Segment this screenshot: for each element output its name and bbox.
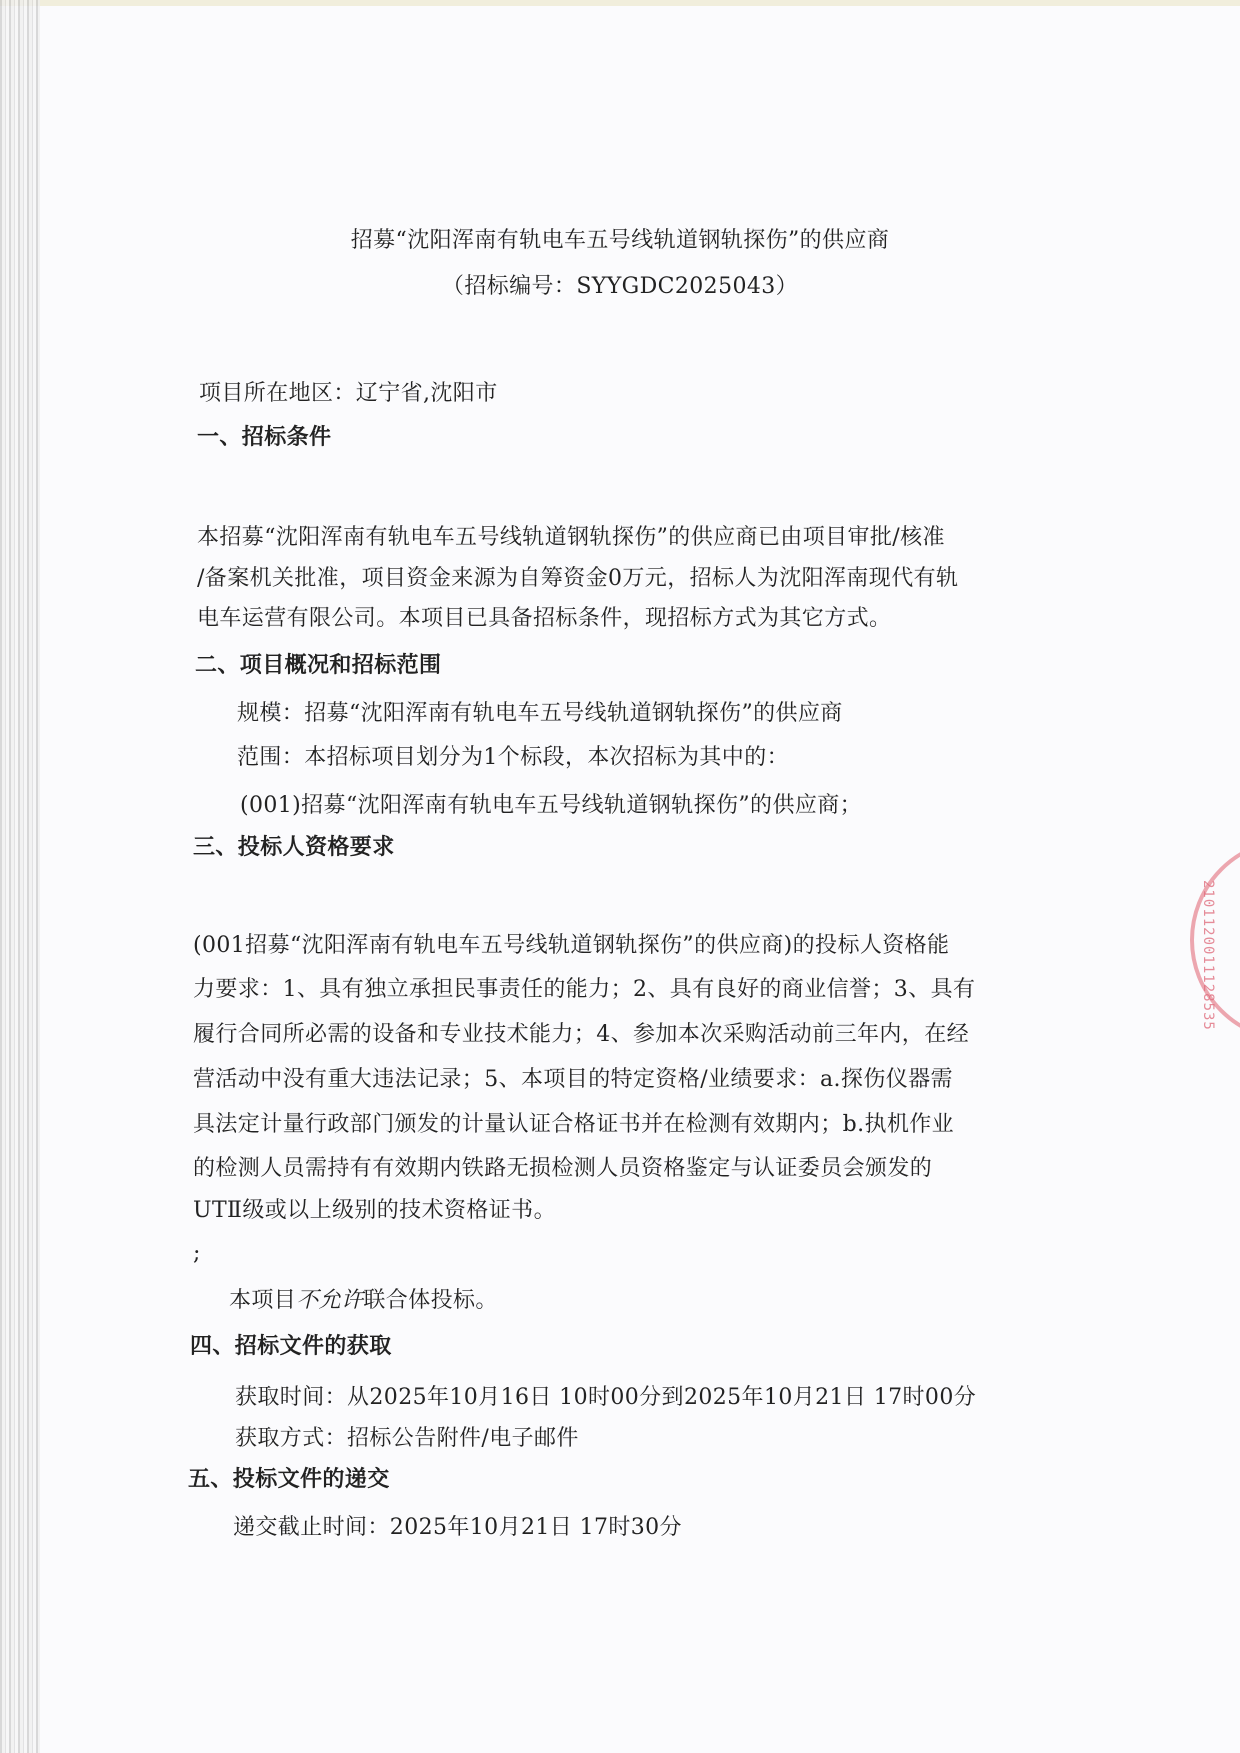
section3-line: 的检测人员需持有有效期内铁路无损检测人员资格鉴定与认证委员会颁发的	[193, 1156, 933, 1181]
consortium-emphasis: 不允许	[296, 1288, 364, 1313]
acquisition-time: 获取时间：从2025年10月16日 10时00分到2025年10月21日 17时00分	[235, 1385, 977, 1410]
seal-number: 2101120011128535	[1200, 880, 1216, 1031]
section1-heading: 一、招标条件	[197, 424, 332, 450]
section3-line: 力要求：1、具有独立承担民事责任的能力；2、具有良好的商业信誉；3、具有	[193, 977, 976, 1002]
section3-line: 营活动中没有重大违法记录；5、本项目的特定资格/业绩要求：a.探伤仪器需	[193, 1067, 953, 1092]
project-region: 项目所在地区：辽宁省,沈阳市	[199, 381, 498, 406]
stray-semicolon: ;	[193, 1241, 201, 1266]
section3-line: 履行合同所必需的设备和专业技术能力；4、参加本次采购活动前三年内，在经	[193, 1022, 969, 1047]
section1-line: /备案机关批准，项目资金来源为自筹资金0万元，招标人为沈阳浑南现代有轨	[197, 566, 959, 591]
project-scope: 范围：本招标项目划分为1个标段，本次招标为其中的：	[237, 745, 789, 770]
lot-item: (001)招募“沈阳浑南有轨电车五号线轨道钢轨探伤”的供应商；	[240, 793, 863, 818]
document-title: 招募“沈阳浑南有轨电车五号线轨道钢轨探伤”的供应商	[350, 228, 890, 253]
section3-line: 具法定计量行政部门颁发的计量认证合格证书并在检测有效期内；b.执机作业	[193, 1112, 955, 1137]
section3-heading: 三、投标人资格要求	[193, 834, 395, 860]
acquisition-method: 获取方式：招标公告附件/电子邮件	[235, 1426, 579, 1451]
section3-line: UTⅡ级或以上级别的技术资格证书。	[193, 1198, 556, 1223]
section5-heading: 五、投标文件的递交	[188, 1466, 390, 1492]
tender-number: （招标编号：SYYGDC2025043）	[441, 274, 799, 299]
section3-line: (001招募“沈阳浑南有轨电车五号线轨道钢轨探伤”的供应商)的投标人资格能	[193, 933, 950, 958]
consortium-suffix: 联合体投标。	[363, 1288, 498, 1313]
section4-heading: 四、招标文件的获取	[190, 1333, 392, 1359]
project-scale: 规模：招募“沈阳浑南有轨电车五号线轨道钢轨探伤”的供应商	[237, 701, 843, 726]
submission-deadline: 递交截止时间：2025年10月21日 17时30分	[233, 1515, 682, 1540]
scan-top-edge	[0, 0, 1240, 6]
consortium-note	[229, 1288, 498, 1314]
section2-heading: 二、项目概况和招标范围	[195, 652, 442, 678]
scan-left-edge	[0, 0, 40, 1753]
consortium-prefix: 本项目	[229, 1288, 297, 1313]
section1-line: 本招募“沈阳浑南有轨电车五号线轨道钢轨探伤”的供应商已由项目审批/核准	[197, 525, 945, 550]
section1-line: 电车运营有限公司。本项目已具备招标条件，现招标方式为其它方式。	[197, 606, 892, 631]
